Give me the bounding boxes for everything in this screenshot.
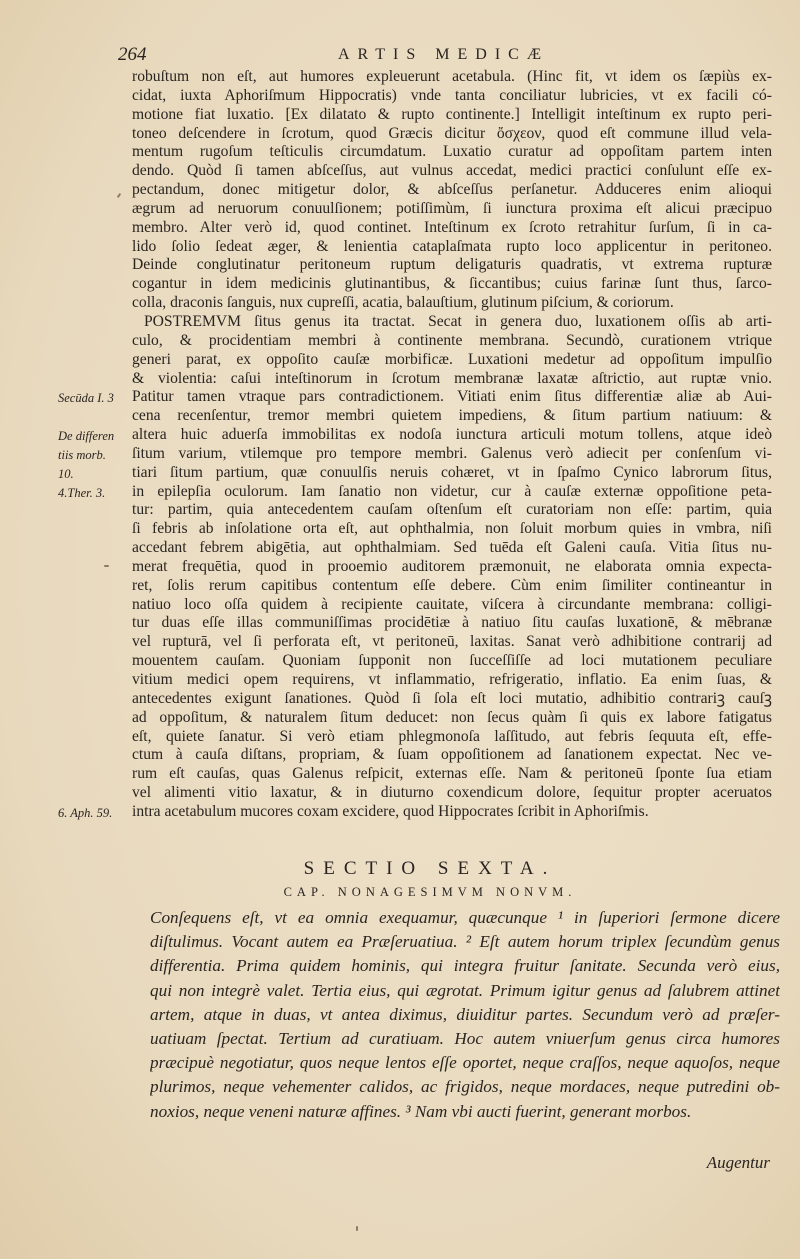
chapter-text-line: qui non integrè valet. Tertia eius, qui ægrotat. Primum igitur genus ad ſalubrem attinet <box>150 980 780 1000</box>
text-line: cogantur in idem medicinis glutinantibus, & ſiccantibus; cuius farinæ ſunt thus, ſarco- <box>132 275 772 293</box>
section-title: SECTIO SEXTA. <box>303 858 557 879</box>
text-line: culo, & procidentiam membri à continente membrana. Secundò, curationem vtrique <box>132 331 772 349</box>
text-line: lido ſolio ſedeat æger, & lenientia cataplaſmata rupto loco applicentur in peritoneo. <box>132 237 772 255</box>
text-line: tur: partim, quia antecedentem cauſam oſtenſum eſt curatoriam non eſſe: partim, quia <box>132 501 772 519</box>
catchword: Augentur <box>706 1153 770 1172</box>
text-line: ret, ſolis rerum capitibus contentum eſſe debere. Cùm enim ſimiliter contineantur in <box>132 576 772 594</box>
text-line: eſt, quiete ſanatur. Si verò etiam phlegmonoſa laſſitudo, aut febris ſequuta eſt, effe- <box>132 727 772 745</box>
text-line: vel alimenti vitio laxatur, & in diuturno coxendicum dolore, ſequitur propter aceruatos <box>132 784 772 802</box>
chapter-title: CAP. NONAGESIMVM NONVM. <box>283 885 577 899</box>
chapter-text-line: uatiuam ſpectat. Tertium ad curatiuam. Hoc autem vniuerſum genus circa humores <box>150 1028 780 1048</box>
text-line: rum eſt cauſas, quas Galenus reſpicit, externas eſſe. Nam & peritoneū ſponte ſua etiam <box>132 765 772 783</box>
margin-note: De differen <box>58 429 115 444</box>
text-line: & violentia: caſui inteſtinorum in ſcrotum membranæ laxatæ aſtrictio, aut ruptæ vnio. <box>132 369 772 387</box>
margin-note: tiis morb. <box>58 448 106 462</box>
text-line: ſitum varium, vtilemque pro tempore membri. Galenus verò adiecit per conſenſum vi- <box>132 444 772 462</box>
margin-note: Secūda I. 3 <box>58 391 114 406</box>
text-line: membro. Alter verò id, quod continet. Inteſtinum ex ſcroto retrahitur ſurſum, ſi in ca- <box>132 218 772 236</box>
margin-note: 6. Aph. 59. <box>58 806 113 821</box>
running-head: ARTIS MEDICÆ <box>338 46 550 63</box>
text-line: accedant febrem abigētia, aut ophthalmiam. Sed tuēda eſt Galeni cauſa. Vitia ſitus nu- <box>132 539 772 557</box>
text-line: merat frequētia, quod in prooemio auditorem præmonuit, ne elaborata omnia expecta- <box>132 557 772 575</box>
chapter-text-block <box>150 906 780 1124</box>
text-line: tur duas eſſe illas communiſſimas procidētiæ à natiuo ſitu cauſas luxationē, & mēbranæ <box>132 614 772 632</box>
text-line: altera huic aduerſa immobilitas ex nodoſa iunctura articuli motum tollens, atque ideò <box>132 426 772 444</box>
text-line: colla, draconis ſanguis, nux cupreſſi, acatia, balauſtium, glutinum piſcium, & coriorum. <box>132 294 674 312</box>
text-line: ctum à cauſa diſtans, propriam, & ſuam oppoſitionem ad ſanationem expectat. Nec ve- <box>132 746 772 764</box>
ink-speck <box>104 565 109 567</box>
text-line: ad oppoſitum, & naturalem ſitum deducet: non ſecus quàm ſi quis ex labore fatigatus <box>132 708 772 726</box>
page-number: 264 <box>118 44 147 65</box>
text-line: generi parat, ex oppoſito cauſæ morbificæ. Luxationi medetur ad oppoſitum impulſio <box>132 350 772 368</box>
text-line: ægrum ad neruorum conuulſionem; potiſſimùm, ſi iunctura proxima eſt alicui præcipuo <box>132 199 772 217</box>
ink-speck <box>117 193 122 198</box>
text-line: vitium medici opem requirens, vt inflammatio, refrigeratio, inflatio. Ea enim ſuas, & <box>132 671 772 688</box>
chapter-text-line: Conſequens eſt, vt ea omnia exequamur, quæcunque ¹ in ſuperiori ſermone dicere <box>150 908 780 927</box>
text-line: mentum rugoſum teſticulis circumdatum. Luxatio curatur ad oppoſitam partem inten <box>132 143 772 161</box>
chapter-text-line: artem, atque in duas, vt antea diximus, diuiditur partes. Secundum verò ad præſer- <box>150 1004 780 1024</box>
text-line: mouentem cauſam. Quoniam ſupponit non ſucceſſiſſe ad loci mutationem peculiare <box>132 652 772 670</box>
chapter-text-line: præcipuè negotiatur, quos neque lentos eſſe oportet, neque craſſos, neque aquoſos, neque <box>150 1053 780 1073</box>
text-line: Deinde conglutinatur peritoneum ruptum deligaturis quadratis, vt extrema rupturæ <box>132 256 772 274</box>
text-line: robuſtum non eſt, aut humores expleuerunt acetabula. (Hinc fit, vt idem os ſæpiùs ex- <box>132 68 772 85</box>
text-line: pectandum, donec mitigetur dolor, & abſceſſus perſanetur. Adduceres enim alioqui <box>132 181 772 199</box>
text-line: vel rupturā, vel ſi perforata eſt, vt peritoneū, laxitas. Sanat verò adhibitione contrarij ad <box>132 633 772 651</box>
text-line: motione fiat luxatio. [Ex dilatato & rupto continente.] Intelligit inteſtinum ex rupto peri- <box>132 105 772 123</box>
text-line: natiuo loco oſſa quidem à recipiente cauitate, viſcera à circundante membrana: colligi- <box>132 595 772 613</box>
text-line: tiari ſitum partium, quæ conuulſis neruis cohæret, vt in ſpaſmo Cynico labrorum ſitus, <box>132 463 772 481</box>
text-line: dendo. Quòd ſi tamen abſceſſus, aut vulnus accedat, medici practici conſulunt eſſe ex- <box>132 162 772 180</box>
text-line: cidat, iuxta Aphoriſmum Hippocratis) vnde tanta conciliatur lubricies, vt ex facili có- <box>132 86 772 104</box>
chapter-text-line: diſtulimus. Vocant autem ea Præſeruatiua. ² Eſt autem horum triplex ſecundùm genus <box>150 932 780 952</box>
text-line: ſi febris ab inſolatione orta eſt, aut ophthalmia, non ſoluit morbum quies in vmbra, niſi <box>132 520 772 538</box>
margin-note: 10. <box>58 466 74 481</box>
text-line: antecedentes exigunt ſanationes. Quòd ſi ſola eſt loci mutatio, adhibitio contrariꝫ cauſꝫ <box>132 689 772 707</box>
main-text-block <box>132 68 772 822</box>
text-line: Patitur tamen vtraque pars contradictionem. Vitiati enim ſitus differentiæ aliæ ab Aui- <box>132 388 772 406</box>
chapter-text-line: noxios, neque veneni naturæ affines. ³ Nam vbi aucti fuerint, generant morbos. <box>150 1101 692 1121</box>
text-line: toneo deſcendere in ſcrotum, quod Græcis dicitur ὄσχεον, quod eſt commune illud vela- <box>132 124 772 142</box>
text-line: intra acetabulum mucores coxam excidere, quod Hippocrates ſcribit in Aphoriſmis. <box>132 802 649 820</box>
text-line: cena recenſentur, tremor membri quietem impediens, & ſitum partium natiuum: & <box>132 407 772 425</box>
chapter-text-line: plurimos, neque vehementer calidos, ac frigidos, neque mordaces, neque putredini ob- <box>150 1077 780 1097</box>
text-line: POSTREMVM ſitus genus ita tractat. Secat in genera duo, luxationem oſſis ab arti- <box>144 312 772 330</box>
chapter-text-line: differentia. Prima quidem hominis, qui integra fruitur ſanitate. Secunda verò eius, <box>150 956 780 976</box>
text-line: in epilepſia oculorum. Iam ſanatio non videtur, cur à cauſæ externæ oppoſitione peta- <box>132 482 772 500</box>
margin-note: 4.Ther. 3. <box>58 485 106 500</box>
ink-speck <box>356 1226 358 1231</box>
page-header <box>118 40 768 68</box>
